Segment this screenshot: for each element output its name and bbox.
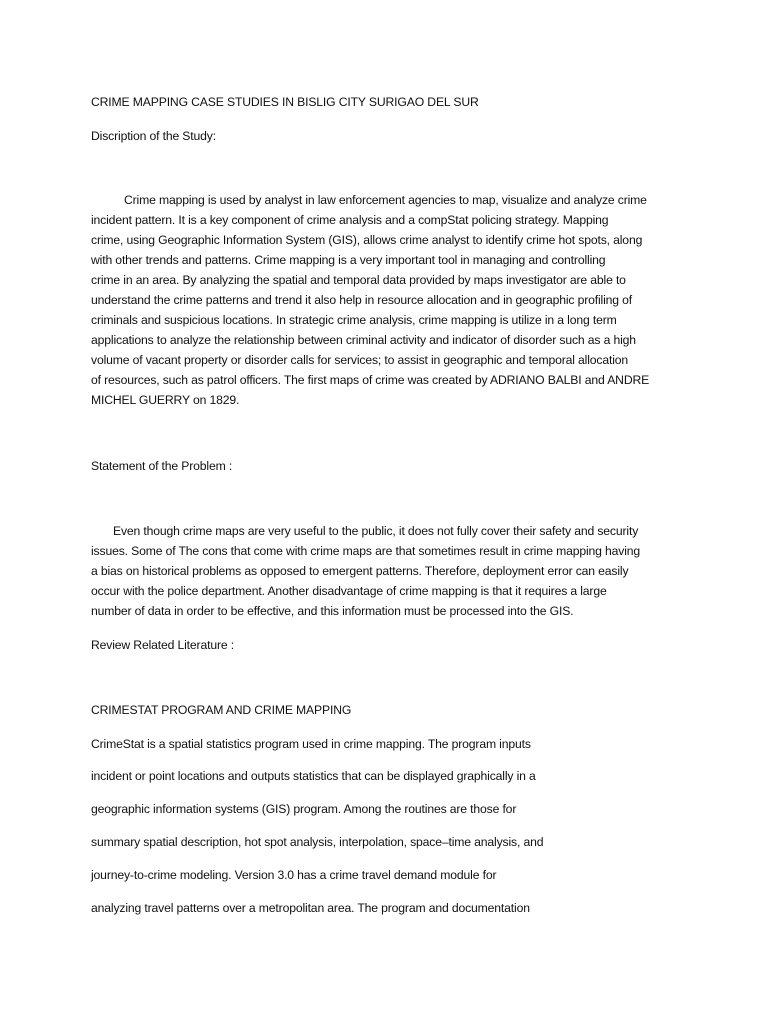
description-line: understand the crime patterns and trend it also help in resource allocation and in geographic profiling of <box>91 293 633 307</box>
problem-heading: Statement of the Problem : <box>91 459 233 473</box>
description-heading: Discription of the Study: <box>91 129 216 143</box>
problem-line: occur with the police department. Another disadvantage of crime mapping is that it requires a large <box>91 584 607 598</box>
crimestat-line: summary spatial description, hot spot analysis, interpolation, space–time analysis, and <box>91 835 544 849</box>
description-line: Crime mapping is used by analyst in law enforcement agencies to map, visualize and analyze crime <box>124 193 647 207</box>
description-line: incident pattern. It is a key component of crime analysis and a compStat policing strategy. Mapping <box>91 213 609 227</box>
crimestat-line: analyzing travel patterns over a metropolitan area. The program and documentation <box>91 901 530 915</box>
problem-line: a bias on historical problems as opposed to emergent patterns. Therefore, deployment error can easily <box>91 564 629 578</box>
document-title: CRIME MAPPING CASE STUDIES IN BISLIG CITY SURIGAO DEL SUR <box>91 95 479 109</box>
crimestat-line: geographic information systems (GIS) program. Among the routines are those for <box>91 802 517 816</box>
description-line: MICHEL GUERRY on 1829. <box>91 393 240 407</box>
crimestat-line: incident or point locations and outputs statistics that can be displayed graphically in a <box>91 769 536 783</box>
crimestat-line: CrimeStat is a spatial statistics program used in crime mapping. The program inputs <box>91 737 531 751</box>
description-line: crime in an area. By analyzing the spatial and temporal data provided by maps investigator are able to <box>91 273 626 287</box>
crimestat-line: journey-to-crime modeling. Version 3.0 has a crime travel demand module for <box>91 868 497 882</box>
description-line: with other trends and patterns. Crime mapping is a very important tool in managing and controlling <box>91 253 606 267</box>
description-line: crime, using Geographic Information System (GIS), allows crime analyst to identify crime hot spots, along <box>91 233 643 247</box>
problem-line: number of data in order to be effective, and this information must be processed into the GIS. <box>91 604 574 618</box>
literature-heading: Review Related Literature : <box>91 638 234 652</box>
description-line: volume of vacant property or disorder calls for services; to assist in geographic and temporal allocation <box>91 353 629 367</box>
description-line: applications to analyze the relationship between criminal activity and indicator of disorder such as a high <box>91 333 636 347</box>
crimestat-heading: CRIMESTAT PROGRAM AND CRIME MAPPING <box>91 703 352 717</box>
description-line: of resources, such as patrol officers. The first maps of crime was created by ADRIANO BALBI and ANDRE <box>91 373 650 387</box>
problem-line: issues. Some of The cons that come with crime maps are that sometimes result in crime mapping having <box>91 544 641 558</box>
description-line: criminals and suspicious locations. In strategic crime analysis, crime mapping is utilize in a long term <box>91 313 617 327</box>
problem-line: Even though crime maps are very useful to the public, it does not fully cover their safety and security <box>113 524 639 538</box>
